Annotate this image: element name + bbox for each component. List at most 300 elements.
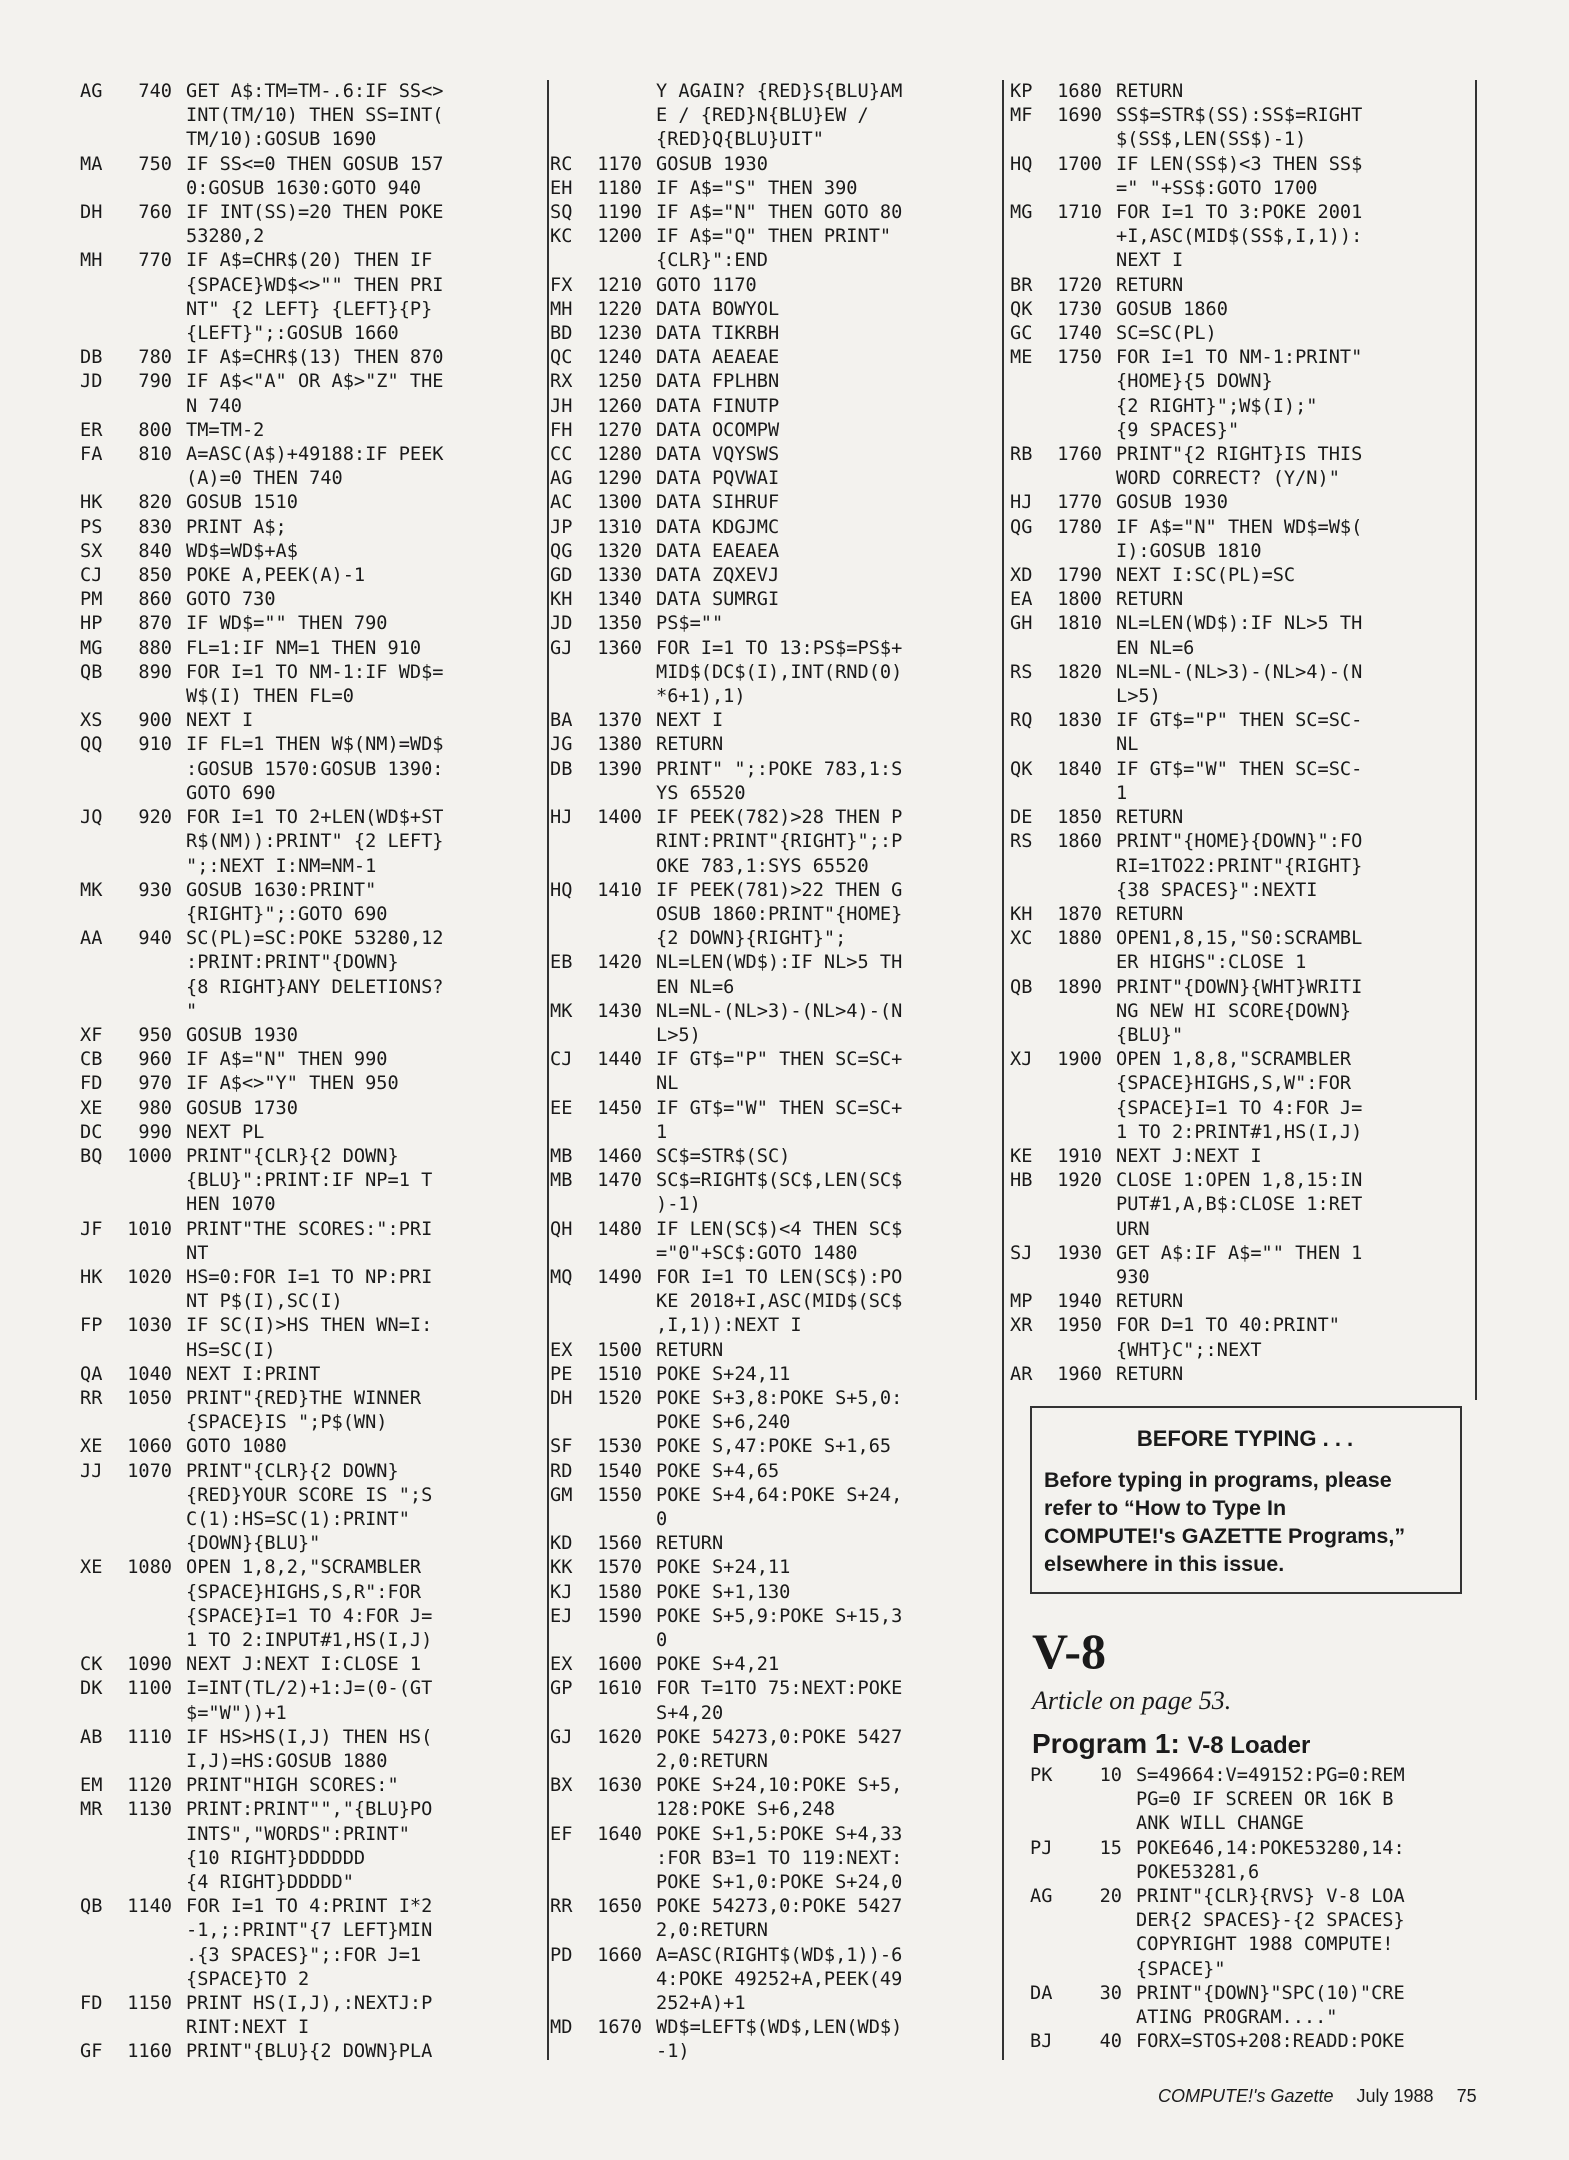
line-number	[120, 1605, 172, 1629]
line-number	[590, 1072, 642, 1096]
line-number	[120, 2016, 172, 2040]
checksum	[550, 1702, 590, 1726]
code-line	[80, 1629, 530, 1653]
code-text: {8 RIGHT}ANY DELETIONS?	[186, 976, 444, 998]
code-text: SC$=RIGHT$(SC$,LEN(SC$	[656, 1170, 903, 1192]
code-text: 930	[1116, 1266, 1150, 1288]
code-text: INTS","WORDS":PRINT"	[186, 1823, 410, 1845]
line-number: 1590	[597, 1605, 642, 1627]
code-line	[80, 758, 530, 782]
code-line	[80, 1072, 530, 1096]
line-number	[120, 1339, 172, 1363]
code-text: FOR I=1 TO 3:POKE 2001	[1116, 202, 1363, 224]
code-text: PS$=""	[656, 613, 724, 635]
checksum: BQ	[80, 1145, 103, 1167]
code-text: +I,ASC(MID$(SS$,I,1)):	[1116, 226, 1363, 248]
line-number: 1900	[1057, 1049, 1102, 1071]
checksum	[550, 927, 590, 951]
checksum: MK	[80, 879, 103, 901]
code-text: RINT:PRINT"{RIGHT}";:P	[656, 831, 903, 853]
checksum: GJ	[550, 1726, 573, 1748]
code-text: GOTO 1170	[656, 274, 757, 296]
code-text: DATA KDGJMC	[656, 516, 780, 538]
line-number: 940	[138, 928, 172, 950]
code-text: 128:POKE S+6,248	[656, 1799, 836, 1821]
code-line	[550, 1363, 990, 1387]
checksum: FD	[80, 1993, 103, 2015]
code-line	[1030, 1958, 1480, 1982]
code-text: TM=TM-2	[186, 419, 265, 441]
code-text: RETURN	[1116, 807, 1184, 829]
line-number	[120, 1169, 172, 1193]
code-text: NEXT PL	[186, 1121, 265, 1143]
code-line	[1010, 80, 1480, 104]
line-number: 1380	[597, 734, 642, 756]
code-text: POKE 54273,0:POKE 5427	[656, 1726, 903, 1748]
checksum: HJ	[1010, 492, 1033, 514]
checksum	[1010, 855, 1050, 879]
checksum: QK	[1010, 298, 1033, 320]
code-text: FORX=STOS+208:READD:POKE	[1136, 2031, 1405, 2053]
code-line	[550, 685, 990, 709]
line-number: 830	[138, 516, 172, 538]
code-line	[550, 249, 990, 273]
checksum: CC	[550, 444, 573, 466]
code-text: DATA BOWYOL	[656, 298, 780, 320]
checksum	[550, 1750, 590, 1774]
code-text: {9 SPACES}"	[1116, 419, 1240, 441]
code-line	[550, 1339, 990, 1363]
code-line	[1010, 540, 1480, 564]
code-text: FOR I=1 TO NM-1:IF WD$=	[186, 661, 444, 683]
checksum: FA	[80, 444, 103, 466]
code-text: 1	[656, 1121, 668, 1143]
checksum: SF	[550, 1436, 573, 1458]
line-number	[1050, 1097, 1102, 1121]
checksum: AB	[80, 1726, 103, 1748]
checksum: MG	[1010, 202, 1033, 224]
code-line	[80, 806, 530, 830]
code-line	[80, 298, 530, 322]
code-line	[550, 1774, 990, 1798]
line-number: 890	[138, 661, 172, 683]
code-line	[80, 1363, 530, 1387]
code-text: NEXT I	[1116, 250, 1184, 272]
line-number: 1450	[597, 1097, 642, 1119]
code-text: N 740	[186, 395, 242, 417]
line-number	[590, 1242, 642, 1266]
code-line	[1010, 249, 1480, 273]
line-number: 1570	[597, 1557, 642, 1579]
code-text: {SPACE}IS ";P$(WN)	[186, 1412, 388, 1434]
code-line	[550, 830, 990, 854]
checksum: XD	[1010, 565, 1033, 587]
line-number	[120, 1242, 172, 1266]
checksum: KC	[550, 226, 573, 248]
code-line	[1030, 1909, 1480, 1933]
code-line	[1010, 1169, 1480, 1193]
code-text: {SPACE}TO 2	[186, 1968, 310, 1990]
checksum	[80, 1000, 120, 1024]
code-text: 2,0:RETURN	[656, 1920, 768, 1942]
code-line	[1010, 395, 1480, 419]
code-line	[550, 1048, 990, 1072]
code-text: OSUB 1860:PRINT"{HOME}	[656, 903, 903, 925]
code-line	[80, 709, 530, 733]
code-line	[1010, 1024, 1480, 1048]
line-number: 1470	[597, 1170, 642, 1192]
code-text: PRINT A$;	[186, 516, 287, 538]
code-text: GOTO 690	[186, 782, 276, 804]
checksum	[80, 1411, 120, 1435]
line-number: 920	[138, 807, 172, 829]
code-line	[1030, 2006, 1480, 2030]
code-text: {4 RIGHT}DDDDD"	[186, 1872, 354, 1894]
checksum	[80, 1823, 120, 1847]
code-line	[1030, 1982, 1480, 2006]
checksum: EJ	[550, 1605, 573, 1627]
checksum: DA	[1030, 1982, 1053, 2004]
line-number	[1050, 467, 1102, 491]
checksum: XS	[80, 710, 103, 732]
code-text: {RED}Q{BLU}UIT"	[656, 129, 824, 151]
code-line	[1010, 467, 1480, 491]
code-text: DATA TIKRBH	[656, 323, 780, 345]
code-text: POKE S+6,240	[656, 1412, 791, 1434]
code-text: FOR I=1 TO 13:PS$=PS$+	[656, 637, 903, 659]
line-number: 1240	[597, 347, 642, 369]
line-number: 1870	[1057, 903, 1102, 925]
code-text: HS=0:FOR I=1 TO NP:PRI	[186, 1266, 433, 1288]
code-line	[1010, 370, 1480, 394]
code-text: {HOME}{5 DOWN}	[1116, 371, 1273, 393]
code-line	[1010, 274, 1480, 298]
checksum	[1010, 1193, 1050, 1217]
line-number	[1050, 177, 1102, 201]
code-text: POKE 54273,0:POKE 5427	[656, 1896, 903, 1918]
code-text: IF LEN(SS$)<3 THEN SS$	[1116, 153, 1363, 175]
line-number: 1200	[597, 226, 642, 248]
code-text: L>5)	[656, 1024, 701, 1046]
code-text: DATA AEAEAE	[656, 347, 780, 369]
code-line	[80, 1944, 530, 1968]
checksum: DB	[80, 347, 103, 369]
line-number	[1050, 1072, 1102, 1096]
code-text: OPEN 1,8,2,"SCRAMBLER	[186, 1557, 422, 1579]
checksum: QQ	[80, 734, 103, 756]
checksum: QH	[550, 1218, 573, 1240]
listing-column-3	[1010, 80, 1480, 1387]
line-number: 10	[1099, 1765, 1122, 1786]
code-text: GOSUB 1930	[1116, 492, 1228, 514]
code-text: OKE 783,1:SYS 65520	[656, 855, 869, 877]
checksum	[550, 782, 590, 806]
checksum: AC	[550, 492, 573, 514]
code-text: :PRINT:PRINT"{DOWN}	[186, 952, 399, 974]
code-line	[550, 1266, 990, 1290]
code-line	[550, 782, 990, 806]
checksum: KJ	[550, 1581, 573, 1603]
line-number	[590, 1992, 642, 2016]
code-line	[80, 467, 530, 491]
line-number: 1180	[597, 177, 642, 199]
line-number: 15	[1099, 1837, 1122, 1859]
line-number: 790	[138, 371, 172, 393]
line-number: 820	[138, 492, 172, 514]
footer-issue: July 1988	[1356, 2086, 1434, 2106]
line-number	[590, 104, 642, 128]
code-text: NL=NL-(NL>3)-(NL>4)-(N	[1116, 661, 1363, 683]
checksum	[1010, 1218, 1050, 1242]
code-line	[80, 1508, 530, 1532]
code-text: IF SS<=0 THEN GOSUB 157	[186, 153, 444, 175]
line-number	[590, 661, 642, 685]
checksum	[80, 1242, 120, 1266]
code-line	[80, 1895, 530, 1919]
line-number: 1210	[597, 274, 642, 296]
code-text: RETURN	[1116, 274, 1184, 296]
code-line	[80, 927, 530, 951]
checksum	[550, 1121, 590, 1145]
line-number	[1050, 128, 1102, 152]
code-text: IF GT$="W" THEN SC=SC-	[1116, 758, 1363, 780]
checksum	[1010, 1121, 1050, 1145]
code-line	[550, 1605, 990, 1629]
checksum: XE	[80, 1557, 103, 1579]
line-number: 30	[1099, 1982, 1122, 2004]
line-number	[120, 1193, 172, 1217]
checksum: HJ	[550, 807, 573, 829]
code-line	[550, 322, 990, 346]
code-line	[1010, 1218, 1480, 1242]
line-number: 1600	[597, 1654, 642, 1676]
checksum	[1030, 1933, 1070, 1957]
code-text: WD$=WD$+A$	[186, 540, 298, 562]
line-number	[1050, 1339, 1102, 1363]
code-line	[1010, 976, 1480, 1000]
checksum	[550, 1508, 590, 1532]
code-line	[1010, 201, 1480, 225]
line-number	[1050, 395, 1102, 419]
code-line	[1030, 2030, 1480, 2054]
line-number: 760	[138, 202, 172, 224]
code-line	[550, 128, 990, 152]
checksum: QC	[550, 347, 573, 369]
program-subtitle: V-8 Loader	[1187, 1732, 1311, 1759]
code-text: IF INT(SS)=20 THEN POKE	[186, 202, 444, 224]
code-text: ER HIGHS":CLOSE 1	[1116, 952, 1307, 974]
code-line	[80, 1048, 530, 1072]
code-text: NT" {2 LEFT} {LEFT}{P}	[186, 298, 433, 320]
listing-column-1	[80, 80, 530, 2065]
line-number	[590, 1871, 642, 1895]
code-line	[1010, 153, 1480, 177]
code-text: {RED}YOUR SCORE IS ";S	[186, 1484, 433, 1506]
line-number: 870	[138, 613, 172, 635]
code-line	[550, 855, 990, 879]
code-line	[1010, 927, 1480, 951]
checksum	[550, 80, 590, 104]
code-text: {SPACE}I=1 TO 4:FOR J=	[1116, 1097, 1363, 1119]
line-number	[1050, 1000, 1102, 1024]
line-number: 1500	[597, 1339, 642, 1361]
checksum: RD	[550, 1460, 573, 1482]
line-number	[120, 830, 172, 854]
code-line	[550, 709, 990, 733]
checksum	[80, 1847, 120, 1871]
line-number	[120, 322, 172, 346]
code-text: PRINT"{CLR}{2 DOWN}	[186, 1460, 399, 1482]
code-line	[1010, 346, 1480, 370]
code-text: A=ASC(RIGHT$(WD$,1))-6	[656, 1944, 903, 1966]
checksum: HQ	[1010, 153, 1033, 175]
code-line	[550, 516, 990, 540]
line-number	[120, 1702, 172, 1726]
code-line	[80, 128, 530, 152]
code-line	[80, 274, 530, 298]
code-text: CLOSE 1:OPEN 1,8,15:IN	[1116, 1170, 1363, 1192]
line-number: 1010	[127, 1218, 172, 1240]
line-number	[120, 1944, 172, 1968]
code-line	[80, 370, 530, 394]
code-text: POKE S+4,65	[656, 1460, 780, 1482]
checksum	[80, 951, 120, 975]
code-text: ";:NEXT I:NM=NM-1	[186, 855, 377, 877]
code-text: $(SS$,LEN(SS$)-1)	[1116, 129, 1307, 151]
code-line	[550, 1653, 990, 1677]
line-number: 1740	[1057, 323, 1102, 345]
code-text: PRINT"{HOME}{DOWN}":FO	[1116, 831, 1363, 853]
checksum	[550, 855, 590, 879]
code-line	[1010, 1363, 1480, 1387]
code-line	[1030, 1861, 1480, 1885]
line-number: 1720	[1057, 274, 1102, 296]
checksum	[80, 903, 120, 927]
line-number: 1000	[127, 1145, 172, 1167]
code-line	[80, 1702, 530, 1726]
checksum	[80, 467, 120, 491]
checksum: KH	[1010, 903, 1033, 925]
code-line	[80, 1411, 530, 1435]
code-text: IF A$=CHR$(13) THEN 870	[186, 347, 444, 369]
line-number	[590, 1968, 642, 1992]
code-line	[1010, 1048, 1480, 1072]
checksum	[550, 128, 590, 152]
code-text: IF A$="Q" THEN PRINT"	[656, 226, 892, 248]
line-number: 1160	[127, 2041, 172, 2063]
checksum: GP	[550, 1678, 573, 1700]
line-number: 1420	[597, 952, 642, 974]
checksum: ME	[1010, 347, 1033, 369]
code-text: NG NEW HI SCORE{DOWN}	[1116, 1000, 1352, 1022]
code-line	[80, 1677, 530, 1701]
code-line	[80, 249, 530, 273]
checksum: FX	[550, 274, 573, 296]
line-number	[590, 927, 642, 951]
line-number: 1140	[127, 1896, 172, 1918]
checksum	[1010, 395, 1050, 419]
code-line	[550, 1702, 990, 1726]
code-text: {SPACE}HIGHS,S,W":FOR	[1116, 1073, 1352, 1095]
checksum: MB	[550, 1170, 573, 1192]
code-line	[550, 1847, 990, 1871]
line-number: 800	[138, 419, 172, 441]
line-number	[590, 685, 642, 709]
code-text: GOSUB 1510	[186, 492, 298, 514]
line-number: 1410	[597, 879, 642, 901]
checksum	[1030, 1958, 1070, 1982]
code-line	[550, 346, 990, 370]
line-number	[120, 467, 172, 491]
code-line	[1010, 516, 1480, 540]
line-number: 860	[138, 589, 172, 611]
checksum	[550, 1919, 590, 1943]
code-line	[80, 322, 530, 346]
checksum: DC	[80, 1121, 103, 1143]
line-number: 1950	[1057, 1315, 1102, 1337]
code-text: POKE A,PEEK(A)-1	[186, 565, 366, 587]
code-line	[80, 1097, 530, 1121]
line-number: 1680	[1057, 81, 1102, 102]
checksum: CK	[80, 1654, 103, 1676]
code-text: GET A$:IF A$="" THEN 1	[1116, 1242, 1363, 1264]
line-number: 1880	[1057, 928, 1102, 950]
checksum: KK	[550, 1557, 573, 1579]
checksum	[550, 1290, 590, 1314]
code-text: ="0"+SC$:GOTO 1480	[656, 1242, 858, 1264]
checksum	[80, 1629, 120, 1653]
code-text: -1,;:PRINT"{7 LEFT}MIN	[186, 1920, 433, 1942]
code-line	[550, 104, 990, 128]
checksum: PJ	[1030, 1837, 1053, 1859]
code-text: TM/10):GOSUB 1690	[186, 129, 377, 151]
checksum	[80, 1581, 120, 1605]
code-line	[550, 1919, 990, 1943]
checksum: MK	[550, 1000, 573, 1022]
checksum	[550, 1968, 590, 1992]
code-line	[80, 1121, 530, 1145]
checksum: GF	[80, 2041, 103, 2063]
checksum	[80, 104, 120, 128]
line-number	[590, 1919, 642, 1943]
code-text: POKE S+5,9:POKE S+15,3	[656, 1605, 903, 1627]
checksum	[550, 1072, 590, 1096]
line-number: 1620	[597, 1726, 642, 1748]
code-line	[550, 177, 990, 201]
code-line	[550, 1992, 990, 2016]
code-line	[1010, 298, 1480, 322]
checksum	[1010, 685, 1050, 709]
checksum: FH	[550, 419, 573, 441]
checksum: MH	[80, 250, 103, 272]
code-text: {SPACE}HIGHS,S,R":FOR	[186, 1581, 422, 1603]
checksum: GH	[1010, 613, 1033, 635]
line-number: 1300	[597, 492, 642, 514]
checksum	[1010, 1339, 1050, 1363]
line-number	[120, 758, 172, 782]
checksum	[80, 1169, 120, 1193]
code-text: POKE S+4,21	[656, 1654, 780, 1676]
code-line	[550, 637, 990, 661]
checksum: RQ	[1010, 710, 1033, 732]
code-line	[80, 80, 530, 104]
checksum: PS	[80, 516, 103, 538]
code-text: W$(I) THEN FL=0	[186, 686, 354, 708]
checksum: MH	[550, 298, 573, 320]
line-number	[120, 274, 172, 298]
line-number: 1660	[597, 1944, 642, 1966]
code-line	[1010, 903, 1480, 927]
